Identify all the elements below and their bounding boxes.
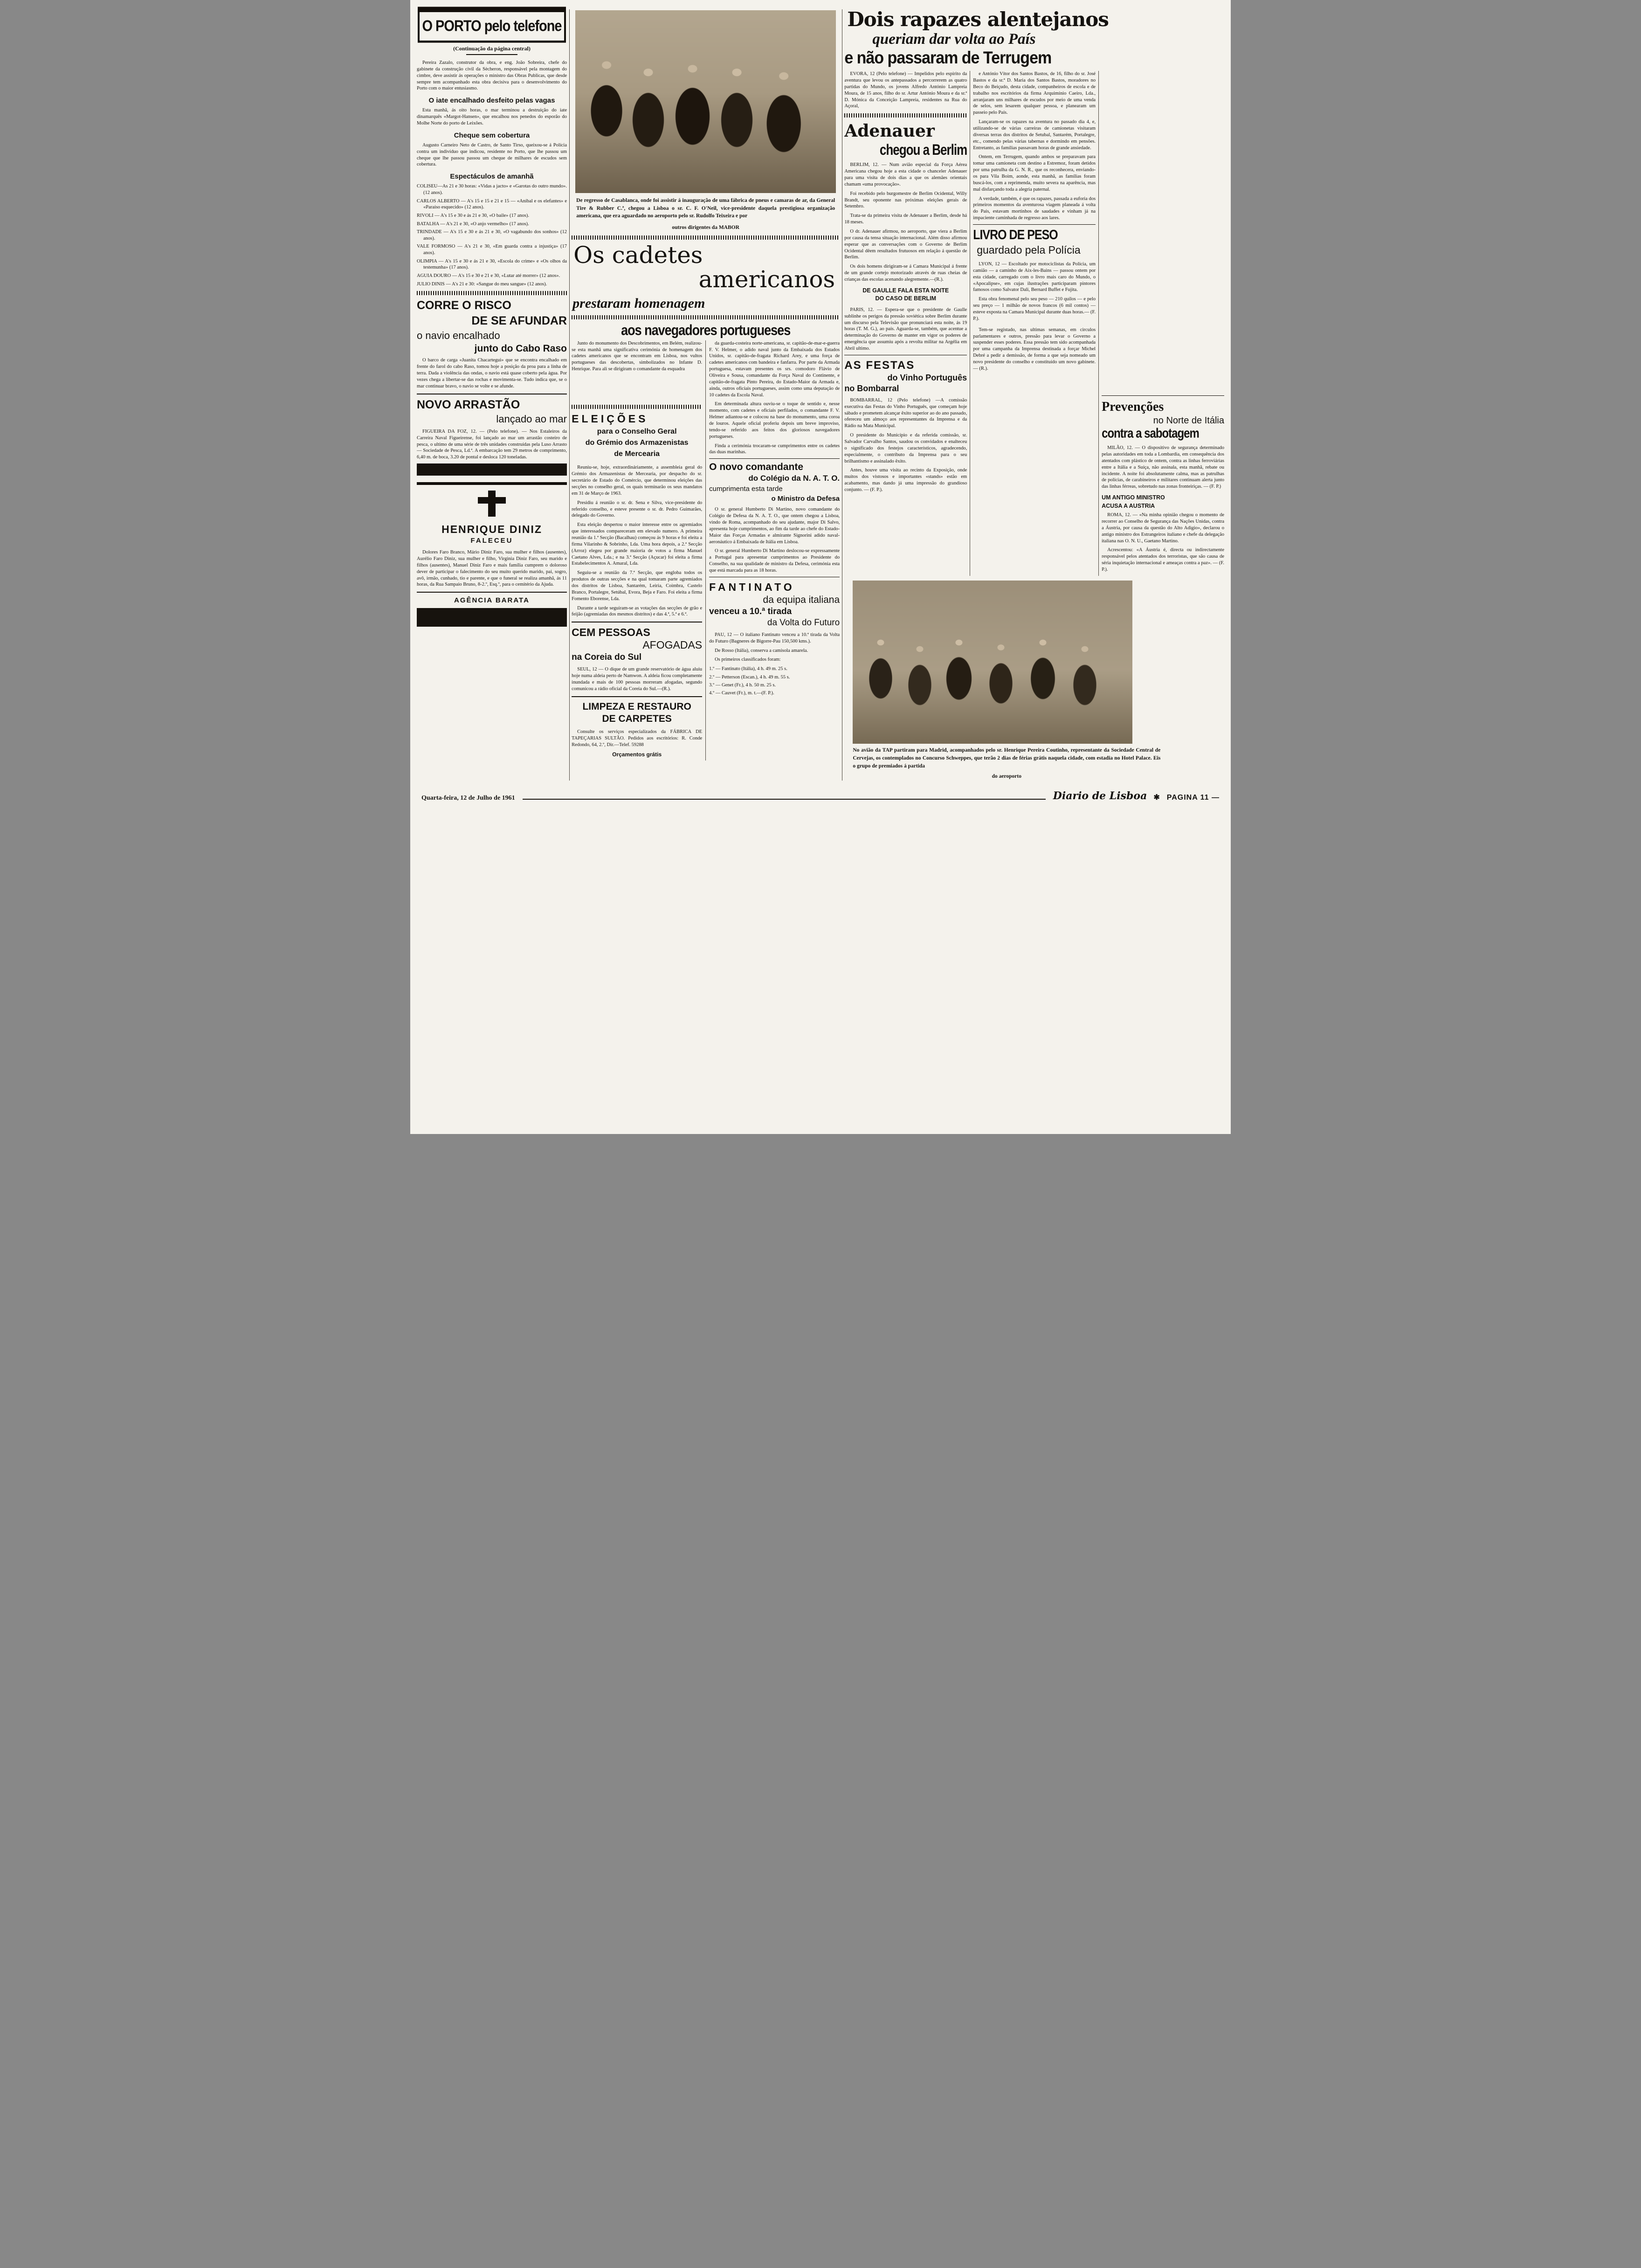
rapazes-paragraph-a: EVORA, 12 (Pelo telefone) — Impelidos pelo espírito da aventura que levou os antepassados a percorrerem as quatro partidas do Mundo, os jovens Alfredo António Lampreia Moura, de 15 anos, filho do sr. Artur António Moura e da sr.ª D. Mónica da Conceição Lampreia, residentes na Rua do Açoral, [844, 71, 967, 109]
adenauer-paragraph: O dr. Adenauer afirmou, no aeroporto, que viera a Berlim por causa da tensa situação internacional. Além disso afirmou esperar que as conversações com o Governo de Berlim Ocidental dêem resultados frutuosos em relação á questão de Berlim. [844, 228, 967, 260]
cross-icon [488, 491, 496, 517]
eleicoes-headline-1: ELEIÇÕES [572, 413, 648, 425]
corre-risco-headline-4: junto do Cabo Raso [474, 343, 567, 354]
hatch-divider [572, 405, 702, 409]
eleicoes-headline-sub [572, 426, 702, 460]
rapazes-paragraph-b: Lançaram-se os rapazes na aventura no passado dia 4, e, utilizando-se de várias carreiras de camionetas visitaram diversas terras dos distritos de Setubal, Santarém, Portalegre, etc., comendo pelas várias tabernas e dormindo em pensões. Entretanto, as famílias passavam horas de grande ansiedade. [973, 119, 1096, 151]
page-footer [417, 787, 1224, 803]
limpeza-headline-2: DE CARPETES [602, 713, 672, 725]
listing-carlos-alberto: CARLOS ALBERTO — A's 15 e 15 e 21 e 15 — «Aníbal e os elefantes» e «Paraíso esquecido» (12 anos). [417, 198, 567, 210]
listing-rivoli: RIVOLI — A's 15 e 30 e ás 21 e 30, «O baile» (17 anos). [417, 213, 530, 218]
fantinato-headline-2: da equipa italiana [763, 594, 840, 605]
adenauer-paragraph: Trata-se da primeira visita de Adenauer a Berlim, desde há 18 meses. [844, 213, 967, 225]
corre-risco-headline-1: CORRE O RISCO [417, 299, 511, 312]
eleicoes-headline-4: de Mercearia [614, 450, 660, 458]
cadetes-headline-4: aos navegadores portugueses [621, 322, 791, 338]
festas-headline-2: do Vinho Português [887, 373, 967, 382]
obituary [417, 482, 567, 627]
festas-paragraph: O presidente do Município e da referida comissão, sr. Salvador Carvalho Santos, saudou os convidados e enalteceu o significado dos festejos característicos, agradecendo, especialmente, o contributo da Imprensa para o seu brilhantismo e assinalado êxito. [844, 433, 967, 464]
right-column-2 [973, 71, 1096, 576]
obituary-rule [417, 592, 567, 593]
listing-julio-dinis: JULIO DINIS — A's 21 e 30: «Sangue do meu sangue» (12 anos). [417, 281, 547, 287]
eleicoes-headline-3: do Grémio dos Armazenistas [585, 439, 689, 447]
right-column-1 [844, 71, 967, 576]
eleicoes-paragraph: Seguiu-se a reunião da 7.ª Secção, que engloba todos os produtos de outras secções e na qual tomaram parte agremiados dos distritos de Lisboa, Santarém, Leiria, Coimbra, Castelo Branco, Portalegre, Setúbal, Evora, Beja e Faro. Foi eleita a firma Fomento Eborense, Lda. [572, 570, 703, 602]
cem-pessoas-paragraph: SEUL, 12 — O dique de um grande reservatório de água aluiu hoje numa aldeia perto de Namwon. A aldeia ficou completamente inundada e mais de 100 pessoas morreram afogadas, segundo comunicou a rádio oficial da Coreia do Sul.—(R.). [572, 667, 703, 691]
prevencoes-headline-2: no Norte de Itália [1153, 415, 1224, 426]
fantinato-headline-4: da Volta do Futuro [767, 617, 840, 628]
limpeza-nota: Orçamentos grátis [612, 751, 662, 758]
festas-paragraph: BOMBARRAL, 12 (Pelo telefone) —A comissão executiva das Festas do Vinho Português, que começam hoje sábado e prometem alcançar êxito superior ao do ano passado, ofereceu um almoço aos representantes da Imprensa e da Rádio na Mata Municipal. [844, 397, 967, 429]
black-bar [417, 463, 567, 476]
middle-left-subcolumn [572, 401, 702, 760]
prevencoes-paragraph: MILÃO, 12. — O dispositivo de segurança determinado pelas autoridades em toda a Lombardia, em consequência dos atentados com plástico de ontem, contra as linhas ferroviárias entre a Itália e a Suíça, não assinala, esta manhã, rebate ou incidente. A noite foi absolutamente calma, mas as patrulhas de polícias, de carabineiros e militares continuam alerta junto das linhas férreas, sobretudo nas zonas fronteiriças. — (F. P.) [1102, 445, 1224, 490]
top-photo-caption: De regresso de Casablanca, onde foi assistir á inauguração de uma fábrica de pneus e camaras de ar, da General Tire & Rubber C.ª, chegou a Lisboa o sr. C. F. O'Neil, vice-presidente daquela prestigiosa organização americana, que era aguardado no aeroporto pelo sr. Rudolfo Teixeira e por [576, 198, 835, 219]
ministro-austria-subhead-1: UM ANTIGO MINISTRO [1102, 494, 1165, 501]
corre-risco-headline-2: DE SE AFUNDAR [471, 314, 567, 328]
cheque-paragraph: Augusto Carneiro Neto de Castro, de Santo Tirso, queixou-se á Polícia contra um indivíduo que indicou, residente no Porto, que lhe passou um cheque que lhe passou passou um cheque de milhares de escudos sem cobertura. [417, 142, 567, 167]
livro-headline-2: guardado pela Polícia [977, 244, 1081, 256]
limpeza-headline-1: LIMPEZA E RESTAURO [582, 701, 691, 712]
section-rule [973, 224, 1096, 225]
arrastao-paragraph: FIGUEIRA DA FOZ, 12. — (Pelo telefone). — Nos Estaleiros da Carreira Naval Figueirense, foi lançado ao mar um arrastão costeiro de pesca, o ultimo de uma série de três unidades construídas pela Luso Arrasto — Sociedade de Pesca, Ld.ª. A embarcação tem 29 metros de comprimento, 6,40 m. de boca, 3.20 de pontal e desloca 120 toneladas. [417, 429, 567, 460]
livro-paragraph: LYON, 12 — Escoltado por motociclistas da Polícia, um camião — a caminho de Aix-les-Bains — passou ontem por esta cidade, carregado com o livro mais caro do Mundo, o «Apocalipse», em cujas ilustrações participaram pintores famosos como Salvator Dali, Bernard Buffet e Fujita. [973, 262, 1096, 293]
corre-risco-headline-3: o navio encalhado [417, 329, 500, 341]
cadetes-headline-2: americanos [698, 265, 835, 293]
prevencoes-headline-3: contra a sabotagem [1102, 426, 1199, 441]
middle-section [572, 9, 840, 781]
eleicoes-paragraph: Reuniu-se, hoje, extraordináriamente, a assembleia geral do Grémio dos Armazenistas de Mercearia, por despacho do sr. secretário de Estado do Comércio, que determinou eleições das secções no conselho geral, os quais terminarão os seus mandatos em 31 de Março de 1963. [572, 465, 703, 496]
fantinato-paragraph: Os primeiros classificados foram: [715, 657, 781, 663]
hatch-divider [572, 315, 840, 319]
agency-label: AGÊNCIA BARATA [454, 596, 530, 605]
cadetes-column-1 [572, 340, 702, 401]
cem-pessoas-headline-2: AFOGADAS [642, 639, 703, 651]
cadetes-body [572, 340, 840, 401]
cheque-subhead: Cheque sem cobertura [454, 131, 530, 139]
cadetes-paragraph: Em determinada altura ouviu-se o toque de sentido e, nesse momento, com cadetes e oficiais perfilados, o comandante F. V. Helmer adiantou-se e colocou na base do monumento, uma coroa de louros. Aquele oficial proferiu depois um breve improviso, tendo-se referido aos feitos dos gloriosos navegadores portugueses. [709, 401, 840, 439]
eleicoes-paragraph: Presidiu á reunião o sr. dr. Sena e Silva, vice-presidente do referido conselho, e esteve presente o sr. dr. Pedro Guimarães, delegado do Governo. [572, 500, 703, 519]
column-gutter-rule [1098, 71, 1099, 576]
bottom-photo-caption: No avião da TAP partiram para Madrid, acompanhados pelo sr. Henrique Pereira Coutinho, representante da Sociedade Central de Cervejas, os contemplados no Concurso Schweppes, que terão 2 dias de férias grátis naquela cidade, com estadia no Hotel Palace. Eis o grupo de premiados á partida [853, 747, 1161, 769]
footer-star: ✱ [1153, 793, 1160, 802]
column-gutter-rule [705, 401, 706, 760]
fantinato-paragraph: De Rosso (Itália), conserva a camisola amarela. [715, 648, 808, 653]
adenauer-headline-2: chegou a Berlim [879, 141, 967, 159]
comandante-paragraph: O sr. general Humberto Di Martino deslocou-se expressamente a Portugal para apresentar cumprimentos ao Presidente do Conselho, na sua qualidade de ministro da Defesa, cerimónia esta que está marcada para as 18 horas. [709, 548, 840, 574]
ministro-austria-paragraph: ROMA, 12. — «Na minha opinião chegou o momento de recorrer ao Conselho de Segurança das Nações Unidas, contra a Áustria, por causa da questão do Alto Adigio», declarou o antigo ministro dos Estrangeiros italiano e chefe da delegação italiana nas O. N. U., Gaetano Martino. [1102, 512, 1224, 544]
hatch-divider [844, 113, 967, 118]
comandante-headline-1: O novo comandante [709, 462, 804, 473]
eleicoes-headline-2: para o Conselho Geral [597, 428, 677, 436]
footer-page-number: PAGINA 11 — [1166, 793, 1220, 802]
arrastao-headline-2: lançado ao mar [496, 413, 567, 425]
hatch-divider [572, 235, 840, 240]
obituary-name: HENRIQUE DINIZ [441, 523, 542, 536]
section-rule [709, 458, 840, 459]
newspaper-brand: Diario de Lisboa [1053, 789, 1147, 802]
middle-right-subcolumn [709, 401, 840, 760]
porto-continuation: (Continuação da página central) [453, 45, 531, 52]
listing-batalha: BATALHA — A's 21 e 30, «O anjo vermelho» (17 anos). [417, 221, 529, 227]
listing-aguia-douro: AGUIA DOURO — A's 15 e 30 e 21 e 30, «Lutar até morrer» (12 anos». [417, 273, 560, 278]
livro-headline-1: LIVRO DE PESO [973, 227, 1058, 243]
limpeza-headline [572, 701, 702, 726]
festas-headline-3: no Bombarral [844, 383, 899, 393]
cadetes-paragraph: Finda a cerimónia trocaram-se cumprimentos entre os cadetes das duas marinhas. [709, 443, 840, 455]
porto-masthead: O PORTO pelo telefone [418, 10, 566, 42]
fantinato-paragraph: PAU, 12 — O italiano Fantinato venceu a 10.ª tirada da Volta do Futuro (Bagneres de Bigorre-Pau 150,500 kms.). [709, 632, 840, 644]
bottom-photo-caption-last: do aeroporto [992, 773, 1021, 779]
rapazes-paragraph-b: e António Vítor dos Santos Bastos, de 16, filho do sr. José Bastos e da sr.ª D. Maria dos Santos Bastos, moradores no Beco do Beiçudo, desta cidade, companheiros de escola e de trabalho nos escritórios da firma Arquimínio Caeiro, Lda., arranjaram uns milhares de escudos por meio de uma venda de selos, sem lesarem qualquer pessoa, e planearam um passeio pelo País. [973, 71, 1096, 116]
rapazes-headline-1: Dois rapazes alentejanos [847, 8, 1109, 31]
listing-trindade: TRINDADE — A's 15 e 30 e ás 21 e 30, «O vagabundo dos sonhos» (12 anos). [417, 229, 567, 241]
iate-subhead: O iate encalhado desfeito pelas vagas [428, 97, 555, 105]
newspaper-page [410, 0, 1231, 1134]
fantinato-result: 2.º — Petterson (Escan.), 4 h. 49 m. 55 s. [709, 674, 790, 680]
footer-date: Quarta-feira, 12 de Julho de 1961 [421, 794, 515, 802]
fantinato-result: 3.º — Genet (Fr.), 4 h. 50 m. 25 s. [709, 682, 776, 688]
comandante-headline-3: cumprimenta esta tarde [709, 485, 783, 493]
limpeza-paragraph: Consulte os serviços especializados da FÁBRICA DE TAPEÇARIAS SULTÃO. Pedidos aos escritórios: R. Conde Redondo, 64, 2.º, Dir.—Telef. 59288 [572, 729, 703, 747]
right-columns [844, 71, 1224, 576]
degaulle-paragraph-continuation: Tem-se registado, nas ultimas semanas, em circulos parlamentares e outros, pressão para levar o Governo a suspender esses poderes. Essa pressão tem sido acompanhada por uma campanha da Imprensa destinada a forçar Michel Debré a pedir a demissão, de forma a que seja nomeado um novo presidente do conselho e constituído um novo gabinete. — (R.). [973, 327, 1096, 371]
footer-rule [523, 799, 1046, 800]
festas-paragraph: Antes, houve uma visita ao recinto da Exposição, onde muitos dos vistosos e importantes «stands» estão em acabamento, mas dando já uma impressão do grandíoso conjunto. — (F. P.). [844, 468, 967, 493]
bottom-photo [853, 581, 1132, 744]
listing-olimpia: OLIMPIA — A's 15 e 30 e ás 21 e 30, «Escola do crime» e «Os olhos da testemunha» (17 anos). [417, 258, 567, 270]
cadetes-paragraph: Junto do monumento dos Descobrimentos, em Belém, realizou-se esta manhã uma significativa cerimónia de homenagem dos cadetes americanos que se encontram em Lisboa, nos vultos portugueses das descobertas, simbolizados no Infante D. Henrique. Para ali se dirigiram o comandante da esquadra [572, 340, 703, 372]
white-space [1102, 71, 1224, 393]
right-column-3 [1102, 71, 1224, 576]
comandante-headline-4: o Ministro da Defesa [771, 495, 840, 503]
fantinato-headline-3: venceu a 10.ª tirada [709, 606, 792, 616]
prevencoes-headline-1: Prevenções [1102, 400, 1164, 415]
page-columns [417, 9, 1224, 781]
ministro-austria-paragraph: Acrescentou: «A Áustria é, directa ou indirectamente responsável pelos atentados dos terroristas, que são causa de séria inquietação internacional e ameaças contra a paz». — (F. P.). [1102, 547, 1224, 572]
column-gutter-rule [705, 340, 706, 401]
ministro-austria-subhead-2: ACUSA A AUSTRIA [1102, 502, 1155, 509]
iate-paragraph: Esta manhã, ás oito horas, o mar terminou a destruição do iate dinamarquês «Margot-Hansen», que encalhou nos penedos do esporão do Molhe Norte do porto de Leixões. [417, 108, 567, 126]
top-photo [575, 10, 836, 193]
section-rule [1102, 395, 1224, 396]
eleicoes-paragraph: Esta eleição despertou o maior interesse entre os agremiados que interessados compareceram em elevado numero. A primeira reunião da 1.ª Secção (Bacalhau) começou ás 9 horas e foi eleita a firma Vilarinho & Sobrinho, Lda. Uma hora depois, a 2.ª Secção (Arroz) elegeu por grande maioria de votos a firma Manuel Caetano Alves, Lda.; e na 3.ª Secção (Açucar) foi eleita a firma Estabelecimentos A. Amaral, Lda. [572, 522, 703, 567]
festas-headline-1: AS FESTAS [844, 359, 915, 372]
degaulle-paragraph: PARIS, 12. — Espera-se que o presidente de Gaulle sublinhe os perigos da pressão soviética sobre Berlim durante um discurso pela Televisão que pronunciará esta noite, ás 19 horas (T. M. G.), ao país. Aguarda-se, também, que acentue a determinação do Governo de manter em vigor os poderes de emergência que assumiu após a revolta militar na Argélia em Abril ultimo. [844, 307, 967, 352]
obituary-paragraph: Dolores Faro Branco, Mário Diniz Faro, sua mulher e filhos (ausentes), Aurélio Faro Diniz, sua mulher e filho, Virginia Diniz Faro, seu marido e filhos (ausentes), Manuel Diniz Faro e mais família cumprem o doloroso dever de participar o falecimento do seu muito querido marido, pai, sogro, avô, irmão, cunhado, tio e parente, e que o funeral se realiza amanhã, ás 11 horas, da Rua Sampaio Bruno, 8-2.º, Esq.º, para o cemitério da Ajuda. [417, 550, 567, 588]
obituary-faleceu: FALECEU [470, 537, 513, 545]
degaulle-subhead-1: DE GAULLE FALA ESTA NOITE [862, 287, 949, 294]
arrastao-headline-1: NOVO ARRASTÃO [417, 398, 520, 411]
rapazes-paragraph-b: Ontem, em Terrugem, quando ambos se preparavam para tomar uma camioneta com destino a Estremoz, foram detidos por uma patrulha da G. N. R., que os reconhecera, enviando-os para Vila Boim, aonde, esta manhã, as famílias foram buscá-los, com a reprimenda, muito severa na aparência, mas mal disfarçando toda a alegria paternal. [973, 154, 1096, 192]
espectaculos-subhead: Espectáculos de amanhã [450, 173, 534, 181]
right-section [844, 9, 1224, 781]
fantinato-headline-1: FANTINATO [709, 581, 795, 593]
cadetes-headline-3: prestaram homenagem [572, 295, 705, 311]
top-photo-caption-last: outros dirigentes da MABOR [672, 225, 739, 231]
rapazes-paragraph-b: A verdade, também, é que os rapazes, passada a euforia dos primeiros momentos da aventurosa viagem planeada á volta do País, estavam mortinhos de saudades e vinham já na impaciente caminhada de regresso aos lares. [973, 196, 1096, 221]
hatch-divider [417, 291, 567, 295]
comandante-paragraph: O sr. general Humberto Di Martino, novo comandante do Colégio de Defesa da N. A. T. O., que ontem chegou a Lisboa, vindo de Roma, acompanhado do seu ajudante, major Di Salvo, apresenta hoje cumprimentos, ao fim da tarde ao chefe do Estado-Maior das Forças Armadas e almirante Signorini adido naval-aeronáutico á Embaixada de Itália em Lisboa. [709, 507, 840, 545]
corre-risco-paragraph: O barco de carga «Juanita Chacartegui» que se encontra encalhado em frente do farol do cabo Raso, tomou hoje a posição da proa para a linha de terra. Dada a violência das ondas, o navio está quase coberto pela água. Por vezes chega a libertar-se das rochas e movimenta-se. Tudo indica que, se o mar continuar bravo, o navio se volte e se afunde. [417, 358, 567, 389]
livro-paragraph: Esta obra fenomenal pelo seu peso — 210 quilos — e pelo seu preço — 1 milhão de novos francos (6 mil contos) — esteve exposta na Camara Municipal durante duas horas.— (F. P.). [973, 297, 1096, 321]
adenauer-headline-1: Adenauer [844, 121, 935, 141]
left-column [417, 9, 567, 781]
listing-coliseu: COLISEU—As 21 e 30 horas: «Vidas a jacto» e «Garotas do outro mundo». (12 anos). [417, 184, 567, 195]
ministro-austria-subhead [1102, 494, 1224, 510]
degaulle-subhead-2: DO CASO DE BERLIM [875, 295, 937, 302]
middle-lower-columns [572, 401, 840, 760]
fantinato-result: 4.º — Cauvet (Fr.), m. t.—(F. P.). [709, 690, 774, 696]
continuation-underline [466, 54, 517, 55]
fantinato-result: 1.º — Fantinato (Itália), 4 h. 49 m. 25 s. [709, 666, 787, 672]
cem-pessoas-headline-1: CEM PESSOAS [572, 626, 650, 639]
adenauer-paragraph: BERLIM, 12. — Num avião especial da Força Aérea Americana chegou hoje a esta cidade o chanceler Adenauer para uma visita de dois dias a que os alemães orientais chamam «uma provocação». [844, 162, 967, 187]
cadetes-headline-1: Os cadetes [573, 241, 703, 269]
porto-paragraph: Pereira Zazalo, construtor da obra, e eng. João Sobreira, chefe do gabinete da construção civil da Sècheron, responsável pela montagem do cimbre, deve assistir ás operações o ministro das Obras Publicas, que desde sempre tem acompanhado esta obra decisiva para o desenvolvimento do Porto com o maior entusiasmo. [417, 60, 567, 91]
cadetes-column-2 [709, 340, 840, 401]
listing-vale-formoso: VALE FORMOSO — A's 21 e 30, «Em guarda contra a injustiça» (17 anos). [417, 244, 567, 256]
cem-pessoas-headline-3: na Coreia do Sul [572, 652, 642, 663]
comandante-headline-2: do Colégio da N. A. T. O. [748, 474, 840, 483]
black-bar-bottom [417, 608, 567, 627]
eleicoes-paragraph: Durante a tarde seguiram-se as votações das secções de grão e feijão (agremiadas dos mesmos distritos) e das 4.ª, 5.ª e 6.ª. [572, 605, 703, 617]
rapazes-headline-2: queriam dar volta ao País [872, 31, 1036, 48]
degaulle-subhead [844, 287, 967, 303]
adenauer-paragraph: Foi recebido pelo burgomestre de Berlim Ocidental, Willy Brandt, seu oponente nas próximas eleições gerais de Setembro. [844, 191, 967, 209]
section-rule [572, 696, 702, 697]
adenauer-paragraph: Os dois homens dirigiram-se á Camara Municipal á frente de um grande cortejo motorizado através de ruas cheias de crianças das escolas acenando alegremente.—(R.). [844, 264, 967, 282]
rapazes-headline-3: e não passaram de Terrugem [844, 48, 1052, 68]
cadetes-paragraph: da guarda-costeira norte-americana, sr. capitão-de-mar-e-guerra F. V. Helmer, o adido naval junto da Embaixada dos Estados Unidos, sr. capitão-de-fragata Richard Arey, e uma força de cadetes americanos com bandeira e fanfarra. Por parte da Armada portuguesa, estavam presentes os srs. comodoro Flávio de Oliveira e Sousa, comandante da Força Naval do Continente, e capitão-de-fragata Pinto Pereira, do Estado-Maior da Armada e, ainda, outros oficiais portugueses, assim como uma deputação de 10 cadetes da Escola Naval. [709, 340, 840, 398]
